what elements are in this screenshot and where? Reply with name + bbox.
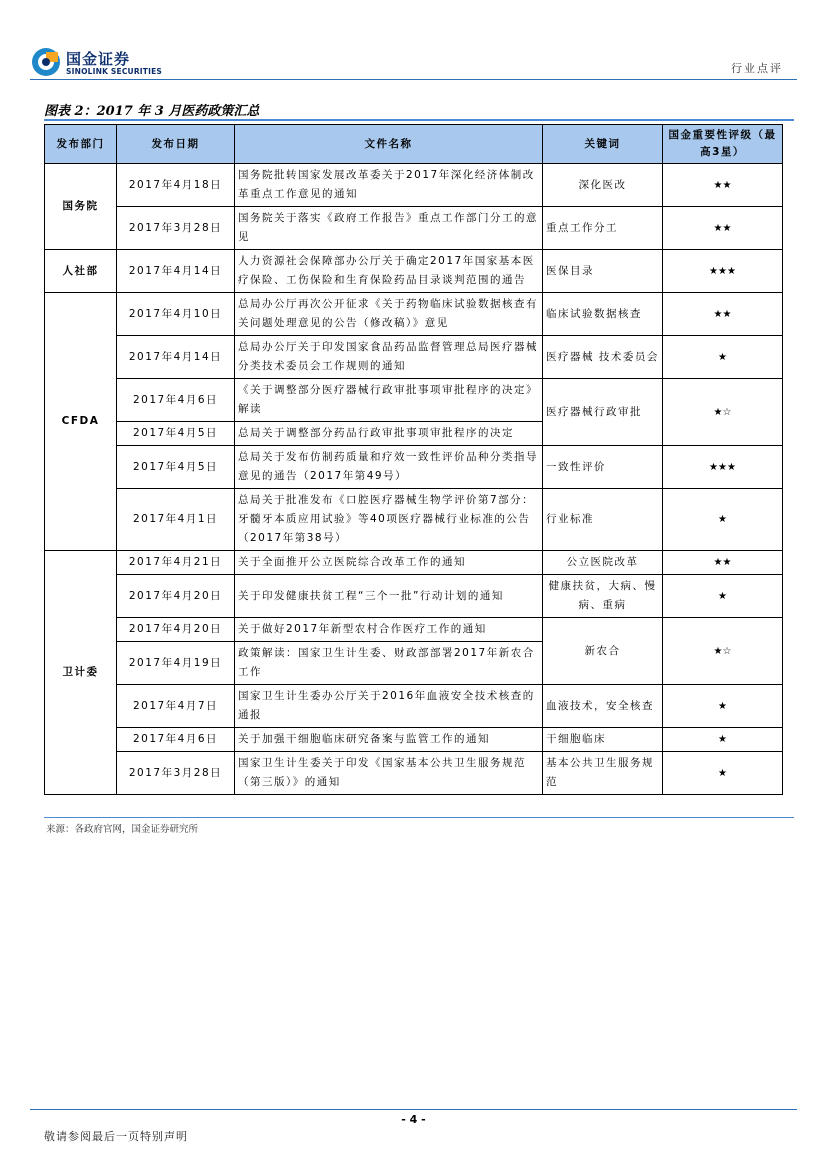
doc-name-cell: 总局办公厅关于印发国家食品药品监督管理总局医疗器械分类技术委员会工作规则的通知 bbox=[235, 336, 543, 379]
table-row bbox=[45, 551, 783, 575]
keyword-cell: 临床试验数据核查 bbox=[543, 293, 663, 336]
figure-bottom-rule bbox=[44, 817, 794, 818]
col-header-name: 文件名称 bbox=[235, 125, 543, 164]
company-logo bbox=[30, 46, 190, 82]
table-row bbox=[45, 489, 783, 551]
date-cell: 2017年4月6日 bbox=[117, 728, 235, 752]
doc-name-cell: 总局关于调整部分药品行政审批事项审批程序的决定 bbox=[235, 422, 543, 446]
dept-cell: 人社部 bbox=[45, 250, 117, 293]
keyword-cell: 医疗器械 技术委员会 bbox=[543, 336, 663, 379]
doc-name-cell: 《关于调整部分医疗器械行政审批事项审批程序的决定》解读 bbox=[235, 379, 543, 422]
date-cell: 2017年3月28日 bbox=[117, 752, 235, 795]
date-cell: 2017年4月20日 bbox=[117, 618, 235, 642]
keyword-cell: 深化医改 bbox=[543, 164, 663, 207]
rating-cell: ★ bbox=[663, 752, 783, 795]
col-header-dept: 发布部门 bbox=[45, 125, 117, 164]
dept-cell: 卫计委 bbox=[45, 551, 117, 795]
table-row bbox=[45, 618, 783, 642]
doc-name-cell: 政策解读：国家卫生计生委、财政部部署2017年新农合工作 bbox=[235, 642, 543, 685]
keyword-cell: 医保目录 bbox=[543, 250, 663, 293]
date-cell: 2017年4月20日 bbox=[117, 575, 235, 618]
rating-cell: ★ bbox=[663, 575, 783, 618]
source-note: 来源：各政府官网，国金证券研究所 bbox=[46, 824, 199, 835]
table-row bbox=[45, 293, 783, 336]
table-row bbox=[45, 164, 783, 207]
doc-name-cell: 人力资源社会保障部办公厅关于确定2017年国家基本医疗保险、工伤保险和生育保险药品目录谈判范围的通告 bbox=[235, 250, 543, 293]
dept-cell: CFDA bbox=[45, 293, 117, 551]
date-cell: 2017年4月6日 bbox=[117, 379, 235, 422]
logo-text-en: SINOLINK SECURITIES bbox=[66, 67, 163, 76]
doc-name-cell: 关于加强干细胞临床研究备案与监管工作的通知 bbox=[235, 728, 543, 752]
rating-cell: ★☆ bbox=[663, 379, 783, 446]
table-row bbox=[45, 207, 783, 250]
table-row bbox=[45, 336, 783, 379]
table-row bbox=[45, 446, 783, 489]
date-cell: 2017年4月19日 bbox=[117, 642, 235, 685]
doc-name-cell: 关于印发健康扶贫工程“三个一批”行动计划的通知 bbox=[235, 575, 543, 618]
date-cell: 2017年4月10日 bbox=[117, 293, 235, 336]
page-header bbox=[0, 0, 827, 90]
date-cell: 2017年3月28日 bbox=[117, 207, 235, 250]
col-header-keyword: 关键词 bbox=[543, 125, 663, 164]
keyword-cell: 行业标准 bbox=[543, 489, 663, 551]
disclaimer-text: 敬请参阅最后一页特别声明 bbox=[44, 1130, 188, 1143]
rating-cell: ★★ bbox=[663, 293, 783, 336]
doc-name-cell: 关于全面推开公立医院综合改革工作的通知 bbox=[235, 551, 543, 575]
date-cell: 2017年4月7日 bbox=[117, 685, 235, 728]
keyword-cell: 基本公共卫生服务规范 bbox=[543, 752, 663, 795]
rating-cell: ★ bbox=[663, 728, 783, 752]
date-cell: 2017年4月14日 bbox=[117, 336, 235, 379]
doc-name-cell: 总局办公厅再次公开征求《关于药物临床试验数据核查有关问题处理意见的公告（修改稿）》意见 bbox=[235, 293, 543, 336]
figure-top-rule bbox=[44, 119, 794, 121]
rating-cell: ★☆ bbox=[663, 618, 783, 685]
footer-divider bbox=[30, 1109, 797, 1110]
table-header-row bbox=[45, 125, 783, 164]
doc-name-cell: 国家卫生计生委办公厅关于2016年血液安全技术核查的通报 bbox=[235, 685, 543, 728]
keyword-cell: 重点工作分工 bbox=[543, 207, 663, 250]
table-row bbox=[45, 379, 783, 422]
date-cell: 2017年4月5日 bbox=[117, 446, 235, 489]
date-cell: 2017年4月5日 bbox=[117, 422, 235, 446]
rating-cell: ★ bbox=[663, 489, 783, 551]
rating-cell: ★★ bbox=[663, 207, 783, 250]
rating-cell: ★ bbox=[663, 685, 783, 728]
header-divider bbox=[30, 79, 797, 80]
rating-cell: ★★★ bbox=[663, 250, 783, 293]
keyword-cell: 干细胞临床 bbox=[543, 728, 663, 752]
doc-name-cell: 总局关于发布仿制药质量和疗效一致性评价品种分类指导意见的通告（2017年第49号） bbox=[235, 446, 543, 489]
date-cell: 2017年4月14日 bbox=[117, 250, 235, 293]
sinolink-logo-icon bbox=[30, 46, 62, 78]
keyword-cell: 血液技术，安全核查 bbox=[543, 685, 663, 728]
rating-cell: ★★ bbox=[663, 551, 783, 575]
table-row bbox=[45, 575, 783, 618]
rating-cell: ★★ bbox=[663, 164, 783, 207]
keyword-cell: 一致性评价 bbox=[543, 446, 663, 489]
doc-name-cell: 关于做好2017年新型农村合作医疗工作的通知 bbox=[235, 618, 543, 642]
date-cell: 2017年4月21日 bbox=[117, 551, 235, 575]
page-number: - 4 - bbox=[401, 1113, 426, 1126]
report-type: 行业点评 bbox=[731, 62, 783, 75]
table-row bbox=[45, 250, 783, 293]
doc-name-cell: 国务院批转国家发展改革委关于2017年深化经济体制改革重点工作意见的通知 bbox=[235, 164, 543, 207]
col-header-rating: 国金重要性评级（最高3星） bbox=[663, 125, 783, 164]
rating-cell: ★★★ bbox=[663, 446, 783, 489]
table-row bbox=[45, 728, 783, 752]
logo-text-cn: 国金证券 bbox=[66, 50, 131, 68]
table-row bbox=[45, 685, 783, 728]
table-row bbox=[45, 752, 783, 795]
doc-name-cell: 总局关于批准发布《口腔医疗器械生物学评价第7部分：牙髓牙本质应用试验》等40项医疗器械行业标准的公告（2017年第38号） bbox=[235, 489, 543, 551]
dept-cell: 国务院 bbox=[45, 164, 117, 250]
rating-cell: ★ bbox=[663, 336, 783, 379]
keyword-cell: 医疗器械行政审批 bbox=[543, 379, 663, 446]
keyword-cell: 新农合 bbox=[543, 618, 663, 685]
keyword-cell: 健康扶贫，大病、慢病、重病 bbox=[543, 575, 663, 618]
policy-table bbox=[44, 124, 783, 795]
date-cell: 2017年4月18日 bbox=[117, 164, 235, 207]
date-cell: 2017年4月1日 bbox=[117, 489, 235, 551]
doc-name-cell: 国务院关于落实《政府工作报告》重点工作部门分工的意见 bbox=[235, 207, 543, 250]
doc-name-cell: 国家卫生计生委关于印发《国家基本公共卫生服务规范（第三版）》的通知 bbox=[235, 752, 543, 795]
keyword-cell: 公立医院改革 bbox=[543, 551, 663, 575]
figure-title: 图表 2：2017 年 3 月医药政策汇总 bbox=[44, 104, 260, 119]
col-header-date: 发布日期 bbox=[117, 125, 235, 164]
